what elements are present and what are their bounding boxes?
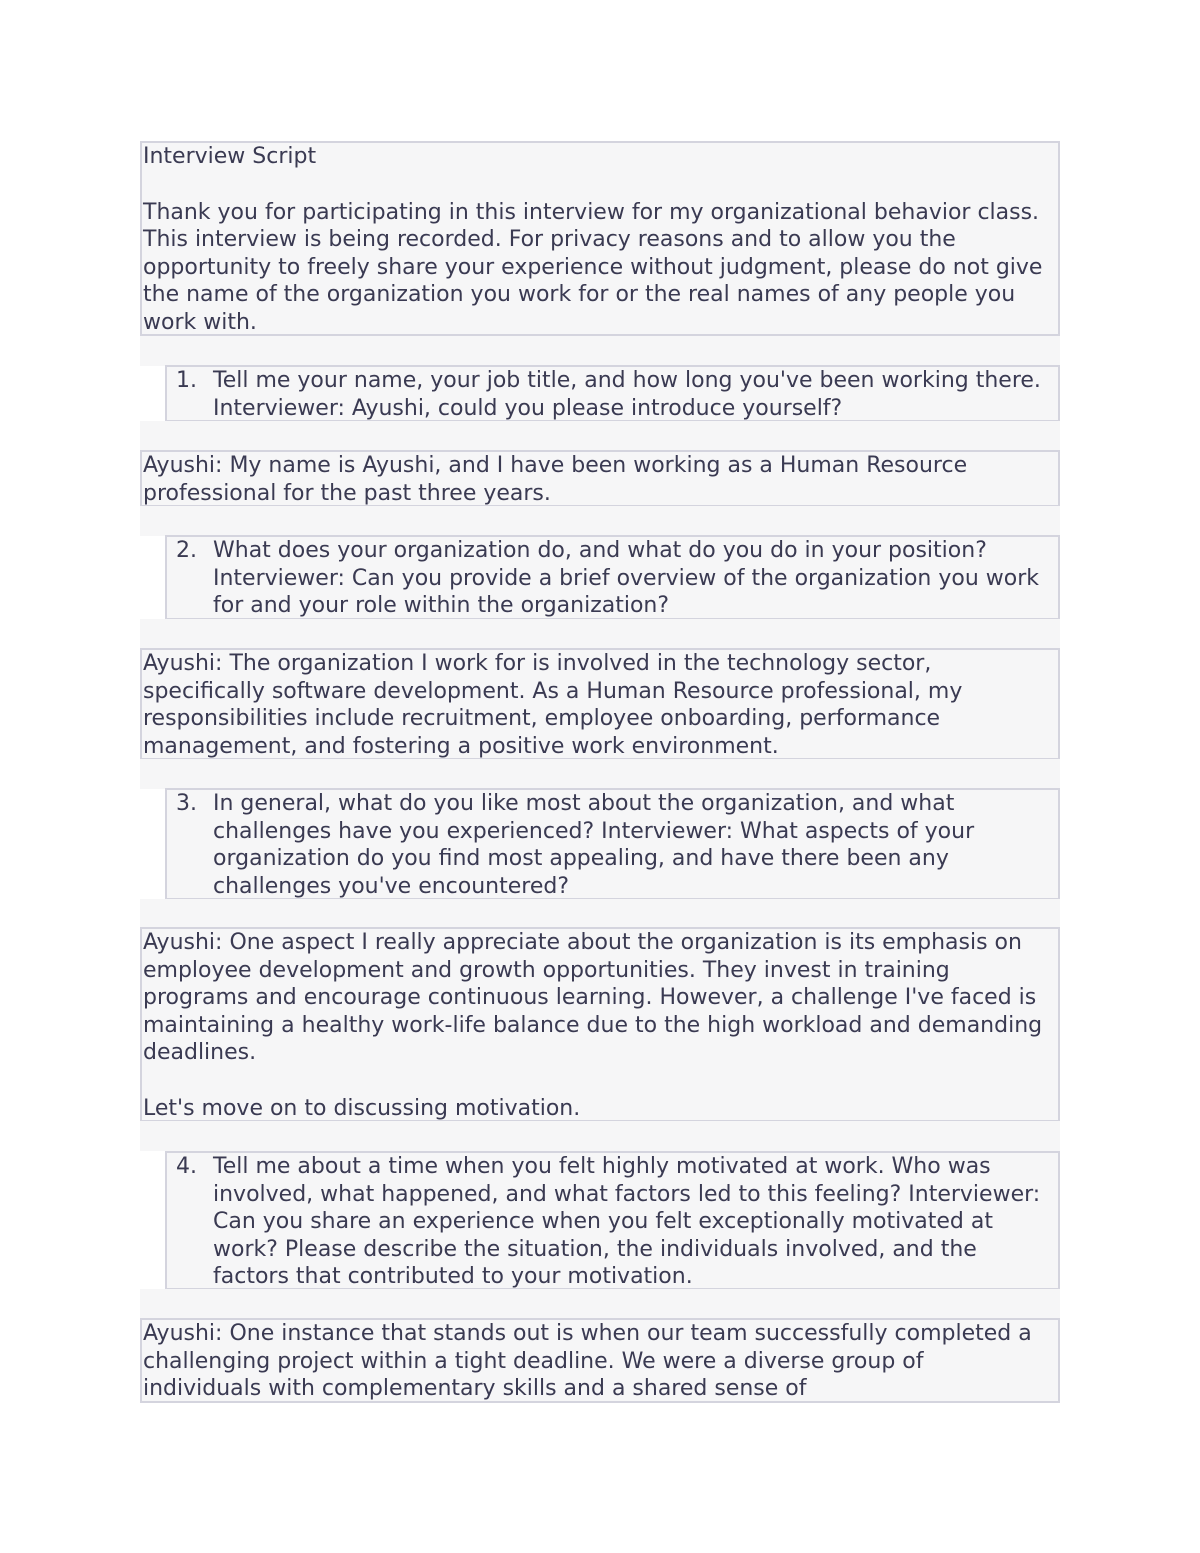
answer-block: [140, 927, 1060, 1122]
question-text: In general, what do you like most about the organization, and what challenges have you experienced? Interviewer: What aspects of your organization do you find most appealing, and have there been any challenges you've encountered?: [213, 791, 975, 899]
question-number: 1.: [176, 368, 197, 393]
question-text: What does your organization do, and what do you do in your position? Interviewer: Can you provide a brief overview of the organization you work for and your role within the organization?: [213, 538, 1040, 618]
answer-text: Ayushi: The organization I work for is involved in the technology sector, specifically software development. As a Human Resource professional, my responsibilities include recruitment, employee onboarding, performance management, and fostering a positive work environment.: [143, 651, 963, 759]
question-number: 4.: [176, 1154, 197, 1179]
answer-block: [140, 450, 1060, 507]
question-number: 3.: [176, 791, 197, 816]
question-text: Tell me your name, your job title, and how long you've been working there. Interviewer: Ayushi, could you please introduce yourself?: [213, 368, 1041, 421]
transition-text: Let's move on to discussing motivation.: [143, 1095, 581, 1121]
question-text: Tell me about a time when you felt highly motivated at work. Who was involved, what happened, and what factors led to this feeling? Interviewer: Can you share an experience when you felt exceptionally motivated at work? Please describe the situation, the individuals involved, and the factors that contributed to your motivation.: [213, 1154, 1041, 1289]
answer-text: Ayushi: One instance that stands out is when our team successfully completed a challenging project within a tight deadline. We were a diverse group of individuals with complementary skills and a shared sense of: [143, 1321, 1032, 1401]
answer-block: [140, 648, 1060, 760]
intro-block: [140, 141, 1060, 336]
spacer-strip: [140, 336, 1060, 366]
spacer-strip: [140, 1289, 1060, 1319]
question-item: [165, 1151, 1060, 1290]
question-number: 2.: [176, 538, 197, 563]
answer-text: Ayushi: One aspect I really appreciate about the organization is its emphasis on employee development and growth opportunities. They invest in training programs and encourage continuous learning. However, a challenge I've faced is maintaining a healthy work-life balance due to the high workload and demanding deadlines.: [143, 930, 1043, 1065]
question-item: [165, 365, 1060, 422]
intro-paragraph: Thank you for participating in this interview for my organizational behavior class. This interview is being recorded. For privacy reasons and to allow you the opportunity to freely share your experience without judgment, please do not give the name of the organization you work for or the real names of any people you work with.: [143, 199, 1043, 335]
document-title: Interview Script: [143, 144, 317, 169]
spacer-strip: [140, 619, 1060, 649]
spacer-strip: [140, 1121, 1060, 1151]
answer-text: Ayushi: My name is Ayushi, and I have been working as a Human Resource professional for the past three years.: [143, 453, 968, 506]
answer-block: [140, 1318, 1060, 1403]
spacer-strip: [140, 421, 1060, 451]
question-item: [165, 788, 1060, 900]
question-item: [165, 535, 1060, 620]
spacer-strip: [140, 506, 1060, 536]
spacer-strip: [140, 759, 1060, 789]
spacer-strip: [140, 899, 1060, 929]
